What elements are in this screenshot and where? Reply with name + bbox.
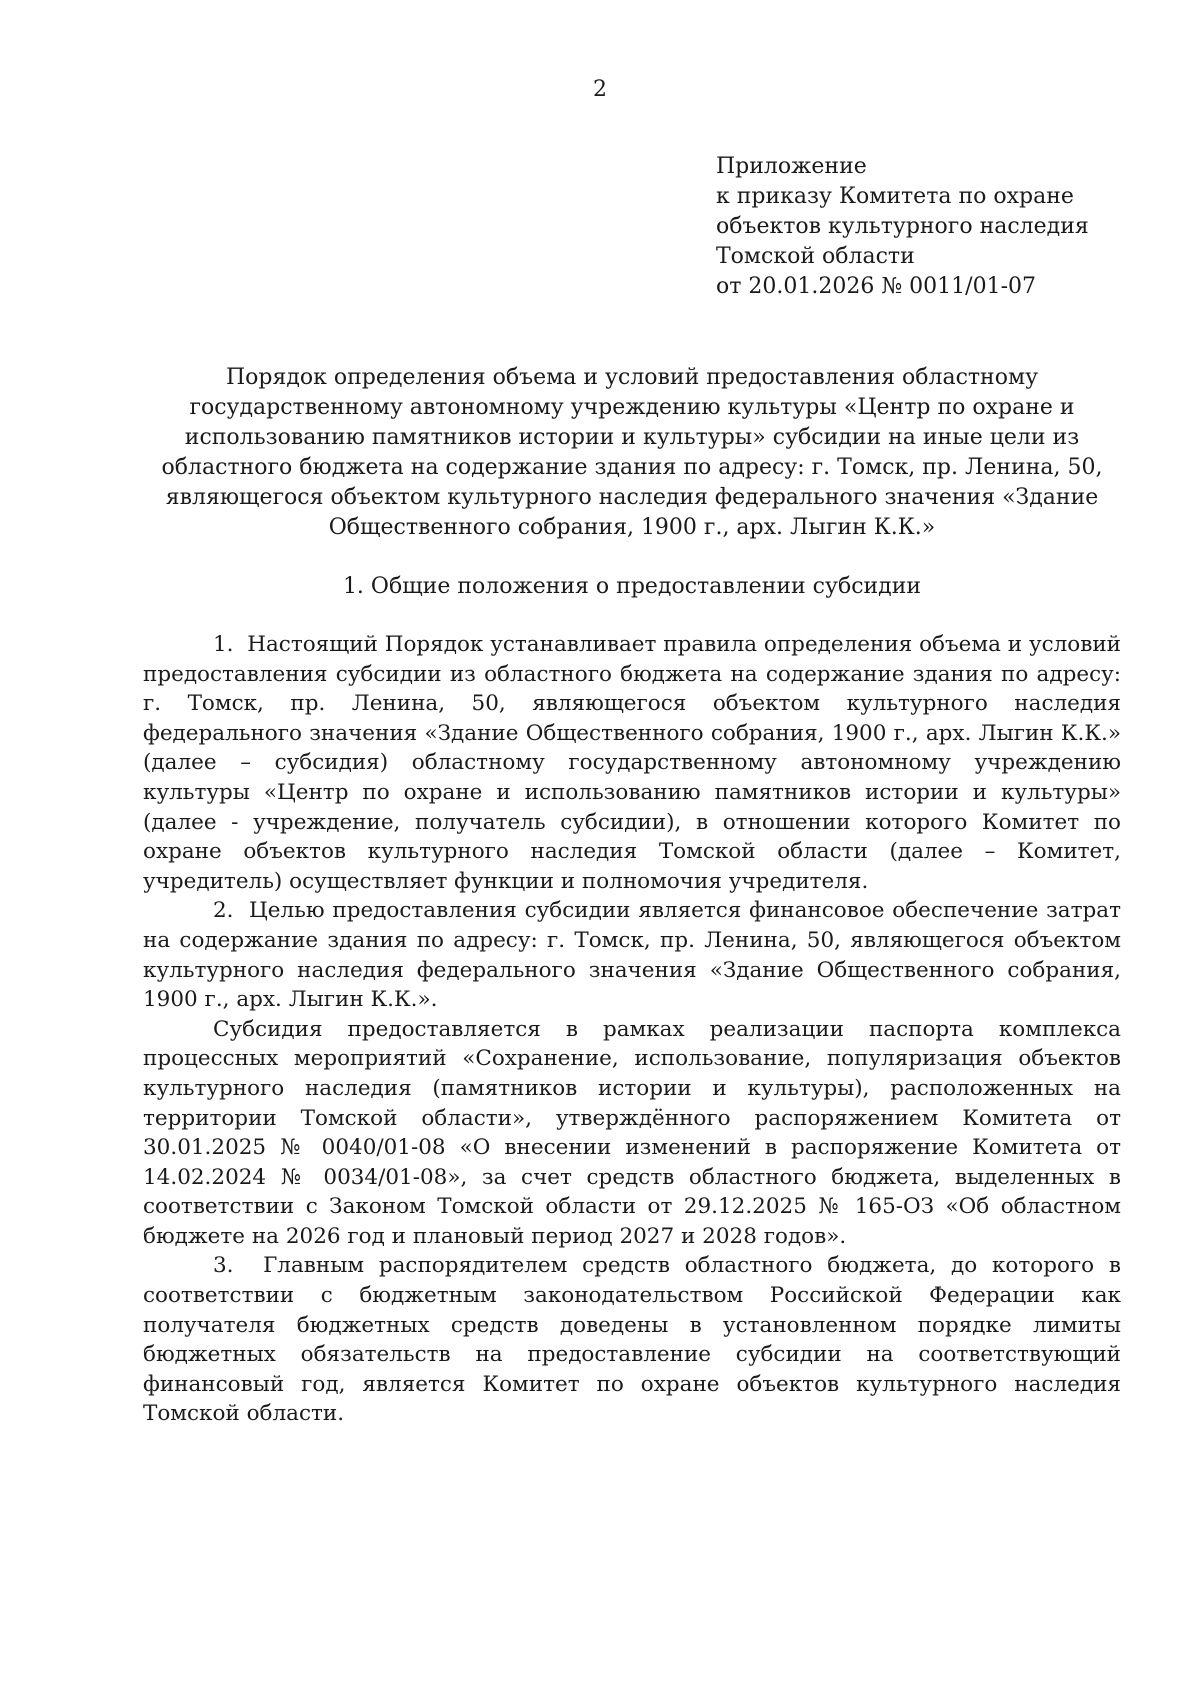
document-body bbox=[143, 630, 1121, 1429]
section-heading: 1. Общие положения о предоставлении субсидии bbox=[342, 574, 922, 599]
paragraph-2-continuation: Субсидия предоставляется в рамках реализации паспорта комплекса процессных мероприятий «Сохранение, использование, популяризация объектов культурного наследия (памятников истории и культуры), расположенных на территории Томской области», утверждённого распоряжением Комитета от 30.01.2025 № 0040/01-08 «О внесении изменений в распоряжение Комитета от 14.02.2024 № 0034/01-08», за счет средств областного бюджета, выделенных в соответствии с Законом Томской области от 29.12.2025 № 165-ОЗ «Об областном бюджете на 2026 год и плановый период 2027 и 2028 годов». bbox=[143, 1016, 1121, 1249]
appendix-line-date: от 20.01.2026 № 0011/01-07 bbox=[716, 274, 1036, 299]
paragraph-2: 2. Целью предоставления субсидии является финансовое обеспечение затрат на содержание здания по адресу: г. Томск, пр. Ленина, 50, являющегося объектом культурного наследия федерального значения «Здание Общественного собрания, 1900 г., арх. Лыгин К.К.». bbox=[143, 898, 1121, 1013]
appendix-line-order: к приказу Комитета по охране bbox=[716, 184, 1074, 209]
page-number: 2 bbox=[593, 77, 607, 102]
paragraph-1: 1. Настоящий Порядок устанавливает правила определения объема и условий предоставления субсидии из областного бюджета на содержание здания по адресу: г. Томск, пр. Ленина, 50, являющегося объектом культурного наследия федерального значения «Здание Общественного собрания, 1900 г., арх. Лыгин К.К.» (далее – субсидия) областному государственному автономному учреждению культуры «Центр по охране и использованию памятников истории и культуры» (далее - учреждение, получатель субсидии), в отношении которого Комитет по охране объектов культурного наследия Томской области (далее – Комитет, учредитель) осуществляет функции и полномочия учредителя. bbox=[143, 632, 1121, 894]
paragraph-3: 3. Главным распорядителем средств областного бюджета, до которого в соответствии с бюджетным законодательством Российской Федерации как получателя бюджетных средств доведены в установленном порядке лимиты бюджетных обязательств на предоставление субсидии на соответствующий финансовый год, является Комитет по охране объектов культурного наследия Томской области. bbox=[143, 1253, 1121, 1427]
appendix-line-objects: объектов культурного наследия bbox=[716, 214, 1089, 239]
document-title: Порядок определения объема и условий предоставления областному государственному автономному учреждению культуры «Центр по охране и использованию памятников истории и культуры» субсидии на иные цели из областного бюджета на содержание здания по адресу: г. Томск, пр. Ленина, 50, являющегося объектом культурного наследия федерального значения «Здание Общественного собрания, 1900 г., арх. Лыгин К.К.» bbox=[161, 365, 1103, 540]
appendix-line-label: Приложение bbox=[716, 154, 867, 179]
appendix-line-region: Томской области bbox=[716, 244, 915, 269]
appendix-block bbox=[716, 152, 1156, 302]
